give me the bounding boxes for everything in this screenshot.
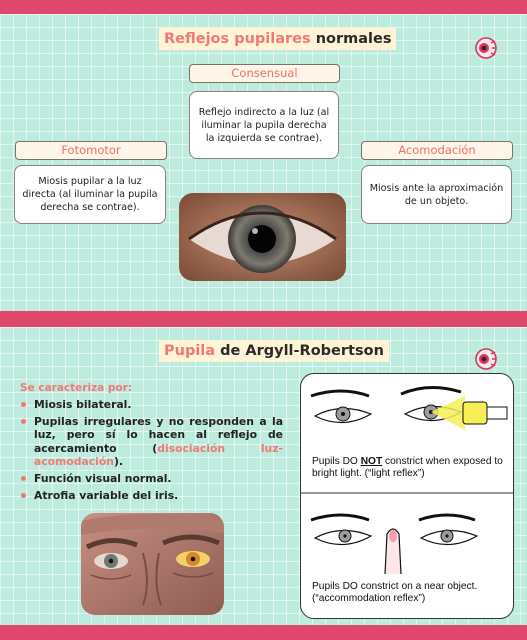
patient-eyes-photo [81,513,224,615]
slide-reflejos-pupilares [0,14,527,311]
consensual-label: Consensual [189,64,340,83]
fotomotor-description: Miosis pupilar a la luz directa (al iluminar la pupila derecha se contrae). [14,165,166,224]
light-reflex-caption: Pupils DO NOT constrict when exposed to bright light. (“light reflex”) [312,456,503,479]
slide-argyll-robertson [0,327,527,625]
slide2-title: Pupila de Argyll-Robertson [159,340,389,362]
characteristics-list [20,398,283,505]
slide1-title: Reflejos pupilares normales [159,28,396,50]
acomodacion-label: Acomodación [361,141,513,160]
list-item: Atrofia variable del iris. [20,489,283,503]
eye-photo [179,193,346,281]
consensual-description: Reflejo indirecto a la luz (al iluminar la pupila derecha la izquierda se contrae). [189,91,339,159]
eye-icon [474,347,498,371]
list-item: Pupilas irregulares y no responden a la luz, pero sí lo hacen al reflejo de acercamiento (disociación luz-acomodación). [20,415,283,469]
characteristics-heading: Se caracteriza por: [20,382,133,394]
accommodation-reflex-caption: Pupils DO constrict on a near object. (“accommodation reflex”) [312,581,478,604]
list-item: Miosis bilateral. [20,398,283,412]
reflex-diagram [300,373,514,619]
list-item: Función visual normal. [20,472,283,486]
fotomotor-label: Fotomotor [15,141,167,160]
acomodacion-description: Miosis ante la aproximación de un objeto. [361,165,512,224]
eye-icon [474,36,498,60]
